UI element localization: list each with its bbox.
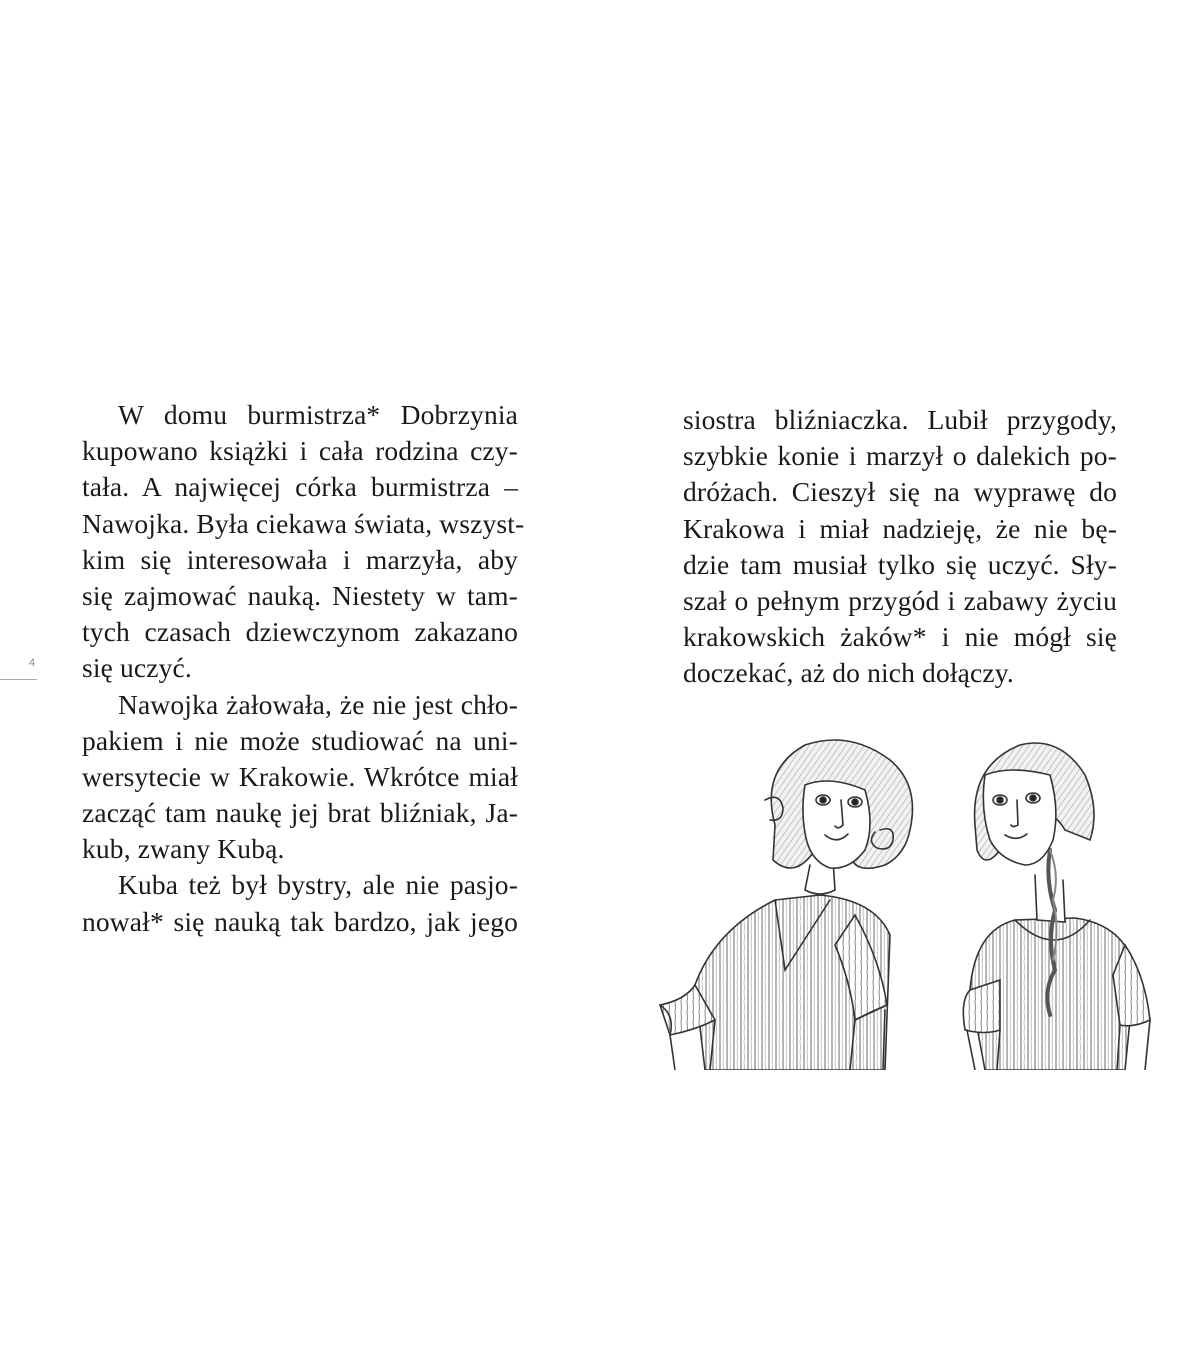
text-line: doczekać, aż do nich dołączy. [683, 657, 1014, 689]
left-figure [660, 740, 913, 1070]
text-line: tała. A najwięcej córka burmistrza – [82, 471, 518, 503]
text-line: nował* się nauką tak bardzo, jak jego [82, 905, 518, 937]
text-line: dróżach. Cieszył się na wyprawę do [683, 476, 1117, 508]
text-line: kub, zwany Kubą. [82, 833, 285, 865]
right-text-column [683, 402, 1117, 692]
text-line: pakiem i nie może studiować na uni- [82, 724, 518, 756]
text-line: Kuba też był bystry, ale nie pasjo- [118, 869, 518, 901]
text-line: kupowano książki i cała rodzina czy- [82, 435, 518, 467]
page-number-rule [0, 679, 37, 680]
text-line: W domu burmistrza* Dobrzynia [118, 399, 518, 430]
text-line: krakowskich żaków* i nie mógł się [683, 621, 1117, 653]
text-line: się uczyć. [82, 652, 192, 684]
text-line: tych czasach dziewczynom zakazano [82, 616, 518, 648]
left-text-column [82, 397, 525, 940]
text-line: Nawojka żałowała, że nie jest chło- [118, 688, 518, 720]
text-line: siostra bliźniaczka. Lubił przygody, [683, 404, 1117, 435]
text-line: kim się interesowała i marzyła, aby [82, 543, 518, 575]
text-line: Nawojka. Była ciekawa świata, wszyst- [82, 507, 525, 539]
text-line: dzie tam musiał tylko się uczyć. Sły- [683, 548, 1117, 580]
right-figure [963, 743, 1150, 1070]
page-number: 4 [29, 657, 36, 669]
text-line: wersytecie w Krakowie. Wkrótce miał [82, 760, 518, 792]
text-line: się zajmować nauką. Niestety w tam- [82, 579, 518, 611]
text-line: Krakowa i miał nadzieję, że nie bę- [683, 512, 1117, 544]
twins-illustration [655, 730, 1155, 1070]
text-line: szał o pełnym przygód i zabawy życiu [683, 584, 1117, 616]
text-line: zacząć tam naukę jej brat bliźniak, Ja- [82, 797, 518, 829]
text-line: szybkie konie i marzył o dalekich po- [683, 440, 1117, 472]
